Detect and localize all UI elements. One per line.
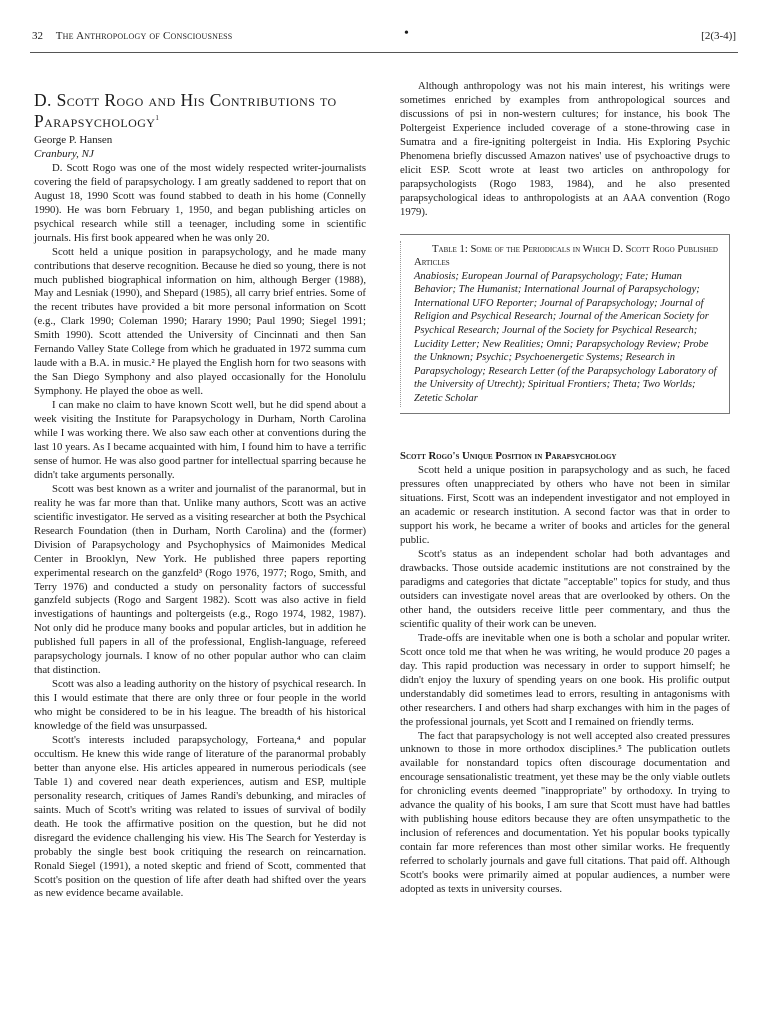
body-paragraph: Scott's interests included parapsychology, Forteana,⁴ and popular occultism. He knew this wide range of literature of the paranormal probably better than anyone else. His articles appeared in numerous periodicals (see Table 1) and covered near death experiences, autism and ESP, multiple personality research, critiques of James Randi's debunking, and miracles of saints. Much of Scott's writing was related to issues of survival of bodily death. He took the affirmative position on the question, but he did not disregard the evidence challenging his view. His The Search for Yesterday is probably the single best book critiquing the research on reincarnation. Ronald Siegel (1991), a noted skeptic and friend of Scott, commented that Scott's position on the question of life after death had shifted over the years as new evidence became available. <box>34 733 366 900</box>
left-column <box>34 80 366 901</box>
body-paragraph: Trade-offs are inevitable when one is both a scholar and popular writer. Scott once told me that when he was writing, he would produce 20 pages a day. This rapid production was necessary in order to support himself; he didn't enjoy the luxury of spending years on one book. His prolific output understandably did sometimes lead to errors, resulting in antagonisms with other researchers. I and others had sharp exchanges with him in the pages of the professional journals, yet Scott and I remained on friendly terms. <box>400 631 730 728</box>
journal-title: The Anthropology of Consciousness <box>55 30 233 42</box>
body-paragraph: D. Scott Rogo was one of the most widely respected writer-journalists covering the field of parapsychology. I am greatly saddened to report that on August 18, 1990 Scott was found stabbed to death in his home (Connelly 1990). He was born February 1, 1950, and began publishing articles on psychical research while still a teenager, including some in scientific journals. His first book appeared when he was only 20. <box>34 161 366 244</box>
section-heading: Scott Rogo's Unique Position in Parapsychology <box>400 450 617 463</box>
author-name: George P. Hansen <box>34 134 113 146</box>
issue-number: [2(3-4)] <box>701 30 736 42</box>
title-footnote-marker: 1 <box>155 114 160 123</box>
body-paragraph: Scott's status as an independent scholar had both advantages and drawbacks. Those outside academic institutions are not constrained by the paradigms and categories that dictate "acceptable" topics for study, and thus outsiders can investigate novel areas that are overlooked by others. On the other hand, the outsiders receive little peer commentary, and thus the scientific quality of their work can be uneven. <box>400 548 730 630</box>
body-paragraph: Scott was also a leading authority on the history of psychical research. In this I would estimate that there are only three or four people in the world who might be considered to be in his league. The breadth of his historical knowledge of the field was unsurpassed. <box>34 678 366 733</box>
body-paragraph: Scott held a unique position in parapsychology, and he made many contributions that deserve recognition. Because he died so young, there is not much published biographical information on him, although Berger (1988), May and Lesniak (1990), and Shepard (1985), all carry brief entries. Some of the recent tributes have provided a bit more personal information on Scott (e.g., Clark 1990; Coleman 1990; Harary 1990; Paul 1990; Siegel 1991; Smith 1990). Scott attended the University of Cincinnati and then San Fernando Valley State College from which he graduated in 1972 summa cum laude with a B.A. in music.² He played the English horn for two seasons with the San Diego Symphony and also played occasionally for the Honolulu Symphony. He played the oboe as well. <box>34 245 366 398</box>
header-rule <box>30 52 738 53</box>
header-left <box>32 30 232 42</box>
page-number: 32 <box>32 30 43 42</box>
author-affiliation: Cranbury, NJ <box>34 147 94 160</box>
right-column <box>400 80 730 897</box>
body-paragraph: Although anthropology was not his main interest, his writings were sometimes enriched by examples from anthropological sources and discussions of psi in non-western cultures; for instance, his book The Poltergeist Experience included coverage of a stone-throwing case in Sumatra and a fire-igniting poltergeist in India. His Exploring Psychic Phenomena briefly discussed Amazon natives' use of psychoactive drugs to elicit ESP. Scott wrote at least two articles on anthropology for parapsychologists (Rogo 1983, 1984), and he also presented parapsychological ideas to anthropologists at an AAA convention (Rogo 1979). <box>400 80 730 218</box>
running-header <box>32 26 736 50</box>
body-paragraph: I can make no claim to have known Scott well, but he did spend about a week visiting the Institute for Parapsychology in Durham, North Carolina while I was working there. We also saw each other at conventions during the last 10 years. As I became acquainted with him, I found him to have a terrific sense of humor. He was also good partner for intellectual sparring because he didn't take arguments personally. <box>34 399 366 481</box>
article-title <box>34 90 366 132</box>
periodicals-table <box>400 234 730 415</box>
article-title-text: D. Scott Rogo and His Contributions to Parapsychology <box>34 90 337 131</box>
body-paragraph: Scott was best known as a writer and journalist of the paranormal, but in reality he was far more than that. Unlike many authors, Scott was an active scientific investigator. He served as a visiting researcher at both the Psychical Research Foundation (then in Durham, North Carolina) and the (former) Division of Parapsychology and Psychophysics of Maimonides Medical Center in Brooklyn, New York. He published three papers reporting experimental research on the ganzfeld³ (Rogo 1976, 1977; Rogo, Smith, and Terry 1976) and conducted a study on personality factors of successful ganzfeld subjects (Rogo and Sargent 1982). Scott was also active in field investigations of hauntings and poltergeists (e.g., Rogo 1974, 1982, 1987). Not only did he produce many books and popular articles, but in addition he published full papers in all of the professional, English-language, refereed parapsychology journals. I know of no other popular author who can claim that distinction. <box>34 482 366 677</box>
body-paragraph: The fact that parapsychology is not well accepted also created pressures unknown to those in more orthodox disciplines.⁵ The publication outlets available for nonstandard topics often discourage documentation and encourage sensationalistic treatment, yet these may be the only viable outlets for chronicling events deemed "inappropriate" by orthodoxy. In trying to advance the quality of his books, I am sure that Scott must have had battles with publishing house editors because they are often unsympathetic to the inclusion of references and documentation. Yet his popular books typically contain far more references than most other similar works. He frequently referred to scholarly journals and gave full citations. That paid off. Although Scott's books were primarily aimed at popular audiences, a number were adopted as texts in university courses. <box>400 729 730 896</box>
header-bullet: • <box>404 26 409 41</box>
table-body: Anabiosis; European Journal of Parapsychology; Fate; Human Behavior; The Humanist; International Journal of Parapsychology; International UFO Reporter; Journal of Parapsychology; Journal of Religion and Psychical Research; Journal of the American Society for Psychical Research; Journal of the Society for Psychical Research; Lucidity Letter; New Realities; Omni; Parapsychology Review; Probe the Unknown; Psychic; Psychoenergetic Systems; Research in Parapsychology; Research Letter (of the Parapsychology Laboratory of the University of Utrecht); Spiritual Frontiers; Theta; Two Worlds; Zetetic Scholar <box>414 270 717 404</box>
table-caption: Table 1: Some of the Periodicals in Which D. Scott Rogo Published Articles <box>414 242 718 269</box>
body-paragraph: Scott held a unique position in parapsychology and as such, he faced pressures often unappreciated by others who have not been in similar situations. First, Scott was an independent investigator and not employed in an academic or research institution. A second factor was that in order to support his work, he became a writer of books and articles for the general public. <box>400 464 730 547</box>
